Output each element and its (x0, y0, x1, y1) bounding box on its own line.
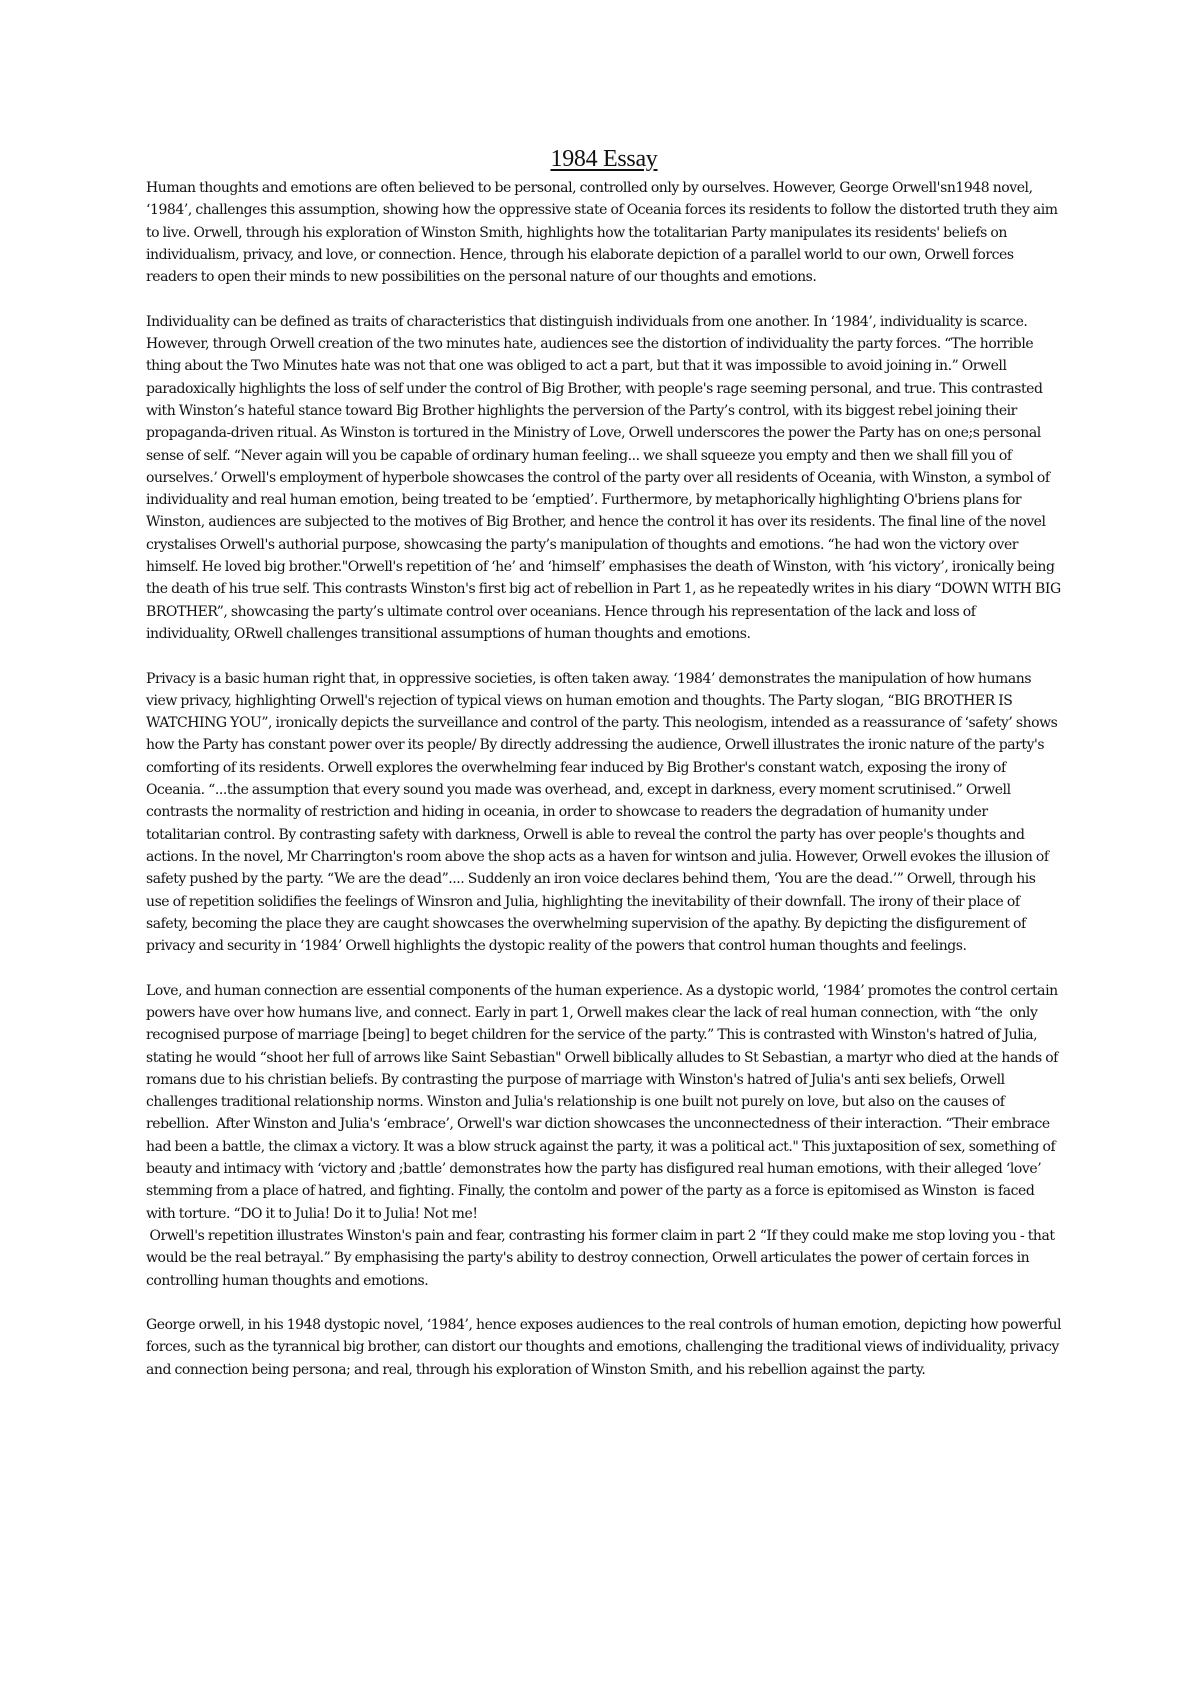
paragraph-individuality: Individuality can be defined as traits of characteristics that distinguish individuals from one another. In ‘1984’, individuality is scarce. However, through Orwell creation of the two minutes hate, audiences see the distortion of individuality the party forces. “The horrible thing about the Two Minutes hate was not that one was obliged to act a part, but that it was impossible to avoid joining in.” Orwell paradoxically highlights the loss of self under the control of Big Brother, with people's rage seeming personal, and true. This contrasted with Winston’s hateful stance toward Big Brother highlights the perversion of the Party’s control, with its biggest rebel joining their propaganda-driven ritual. As Winston is tortured in the Ministry of Love, Orwell underscores the power the Party has on one;s personal sense of self. “Never again will you be capable of ordinary human feeling... we shall squeeze you empty and then we shall fill you of ourselves.’ Orwell's employment of hyperbole showcases the control of the party over all residents of Oceania, with Winston, a symbol of individuality and real human emotion, being treated to be ‘emptied’. Furthermore, by metaphorically highlighting O'briens plans for Winston, audiences are subjected to the motives of Big Brother, and hence the control it has over its residents. The final line of the novel crystalises Orwell's authorial purpose, showcasing the party’s manipulation of thoughts and emotions. “he had won the victory over himself. He loved big brother."Orwell's repetition of ‘he’ and ‘himself’ emphasises the death of Winston, with ‘his victory’, ironically being the death of his true self. This contrasts Winston's first big act of rebellion in Part 1, as he repeatedly writes in his diary “DOWN WITH BIG BROTHER”, showcasing the party’s ultimate control over oceanians. Hence through his representation of the lack and loss of individuality, ORwell challenges transitional assumptions of human thoughts and emotions. (146, 313, 1065, 642)
paragraph-love-connection: Love, and human connection are essential components of the human experience. As a dystopic world, ‘1984’ promotes the control certain powers have over how humans live, and connect. Early in part 1, Orwell makes clear the lack of real human connection, with “the only recognised purpose of marriage [being] to beget children for the service of the party.” This is contrasted with Winston's hatred of Julia, stating he would “shoot her full of arrows like Saint Sebastian" Orwell biblically alludes to St Sebastian, a martyr who died at the hands of romans due to his christian beliefs. By contrasting the purpose of marriage with Winston's hatred of Julia's anti sex beliefs, Orwell challenges traditional relationship norms. Winston and Julia's relationship is one built not purely on love, but also on the causes of rebellion. After Winston and Julia's ‘embrace’, Orwell's war diction showcases the unconnectedness of their interaction. “Their embrace had been a battle, the climax a victory. It was a blow struck against the party, it was a political act." This juxtaposition of sex, something of beauty and intimacy with ‘victory and ;battle’ demonstrates how the party has disfigured real human emotions, with their alleged ‘love’ stemming from a place of hatred, and fighting. Finally, the contolm and power of the party as a force is epitomised as Winston is faced with torture. “DO it to Julia! Do it to Julia! Not me! Orwell's repetition illustrates Winston's pain and fear, contrasting his former claim in part 2 “If they could make me stop loving you - that would be the real betrayal.” By emphasising the party's ability to destroy connection, Orwell articulates the power of certain forces in controlling human thoughts and emotions. (146, 982, 1058, 1289)
essay-title: 1984 Essay (550, 146, 658, 172)
paragraph-introduction: Human thoughts and emotions are often believed to be personal, controlled only by ourselves. However, George Orwell'sn1948 novel, ‘1984’, challenges this assumption, showing how the oppressive state of Oceania forces its residents to follow the distorted truth they aim to live. Orwell, through his exploration of Winston Smith, highlights how the totalitarian Party manipulates its residents' beliefs on individualism, privacy, and love, or connection. Hence, through his elaborate depiction of a parallel world to our own, Orwell forces readers to open their minds to new possibilities on the personal nature of our thoughts and emotions. (146, 180, 1062, 286)
paragraph-privacy: Privacy is a basic human right that, in oppressive societies, is often taken away. ‘1984’ demonstrates the manipulation of how humans view privacy, highlighting Orwell's rejection of typical views on human emotion and thoughts. The Party slogan, “BIG BROTHER IS WATCHING YOU”, ironically depicts the surveillance and control of the party. This neologism, intended as a reassurance of ‘safety’ shows how the Party has constant power over its people/ By directly addressing the audience, Orwell illustrates the ironic nature of the party's comforting of its residents. Orwell explores the overwhelming fear induced by Big Brother's constant watch, exposing the irony of Oceania. “...the assumption that every sound you made was overhead, and, except in darkness, every moment scrutinised.” Orwell contrasts the normality of restriction and hiding in oceania, in order to showcase to readers the degradation of humanity under totalitarian control. By contrasting safety with darkness, Orwell is able to reveal the control the party has over people's thoughts and actions. In the novel, Mr Charrington's room above the shop acts as a haven for wintson and julia. However, Orwell evokes the illusion of safety pushed by the party. “We are the dead”.... Suddenly an iron voice declares behind them, ‘You are the dead.’” Orwell, through his use of repetition solidifies the feelings of Winsron and Julia, highlighting the inevitability of their downfall. The irony of their place of safety, becoming the place they are caught showcases the overwhelming supervision of the apathy. By depicting the disfigurement of privacy and security in ‘1984’ Orwell highlights the dystopic reality of the powers that control human thoughts and feelings. (146, 670, 1061, 955)
document-page (146, 145, 1065, 1403)
paragraph-conclusion: George orwell, in his 1948 dystopic novel, ‘1984’, hence exposes audiences to the real controls of human emotion, depicting how powerful forces, such as the tyrannical big brother, can distort our thoughts and emotions, challenging the traditional views of individuality, privacy and connection being persona; and real, through his exploration of Winston Smith, and his rebellion against the party. (146, 1317, 1065, 1378)
